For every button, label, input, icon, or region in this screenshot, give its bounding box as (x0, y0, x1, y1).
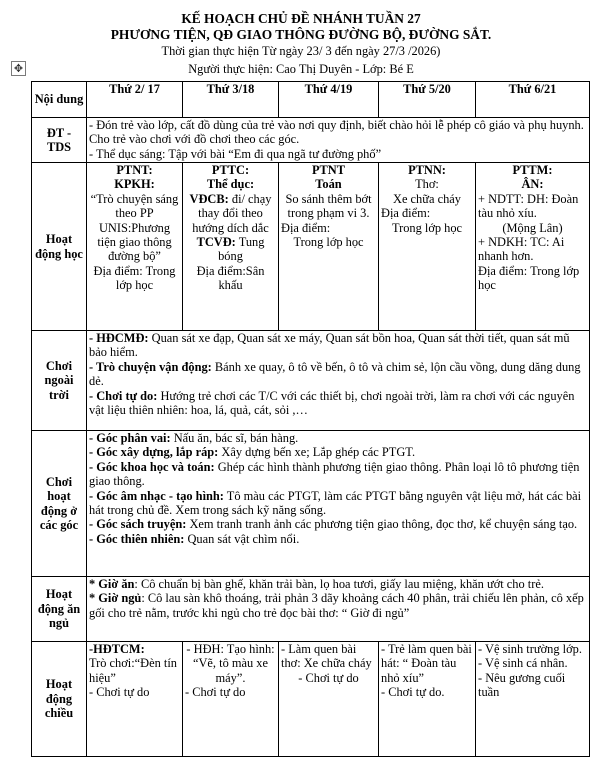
day-header: Thứ 2/ 17 (87, 82, 183, 118)
day-header: Thứ 3/18 (183, 82, 279, 118)
move-icon[interactable]: ✥ (11, 61, 26, 76)
row-dt (32, 118, 590, 163)
hoc-wed (279, 163, 379, 331)
chieu-line: - Chơi tự do. (381, 685, 445, 700)
hoc-place: Địa điểm:Sân khấu (196, 263, 265, 293)
row-anngu (32, 577, 590, 642)
hoc-body: So sánh thêm bớt trong phạm vi 3. (285, 191, 372, 221)
table-header-row (32, 82, 590, 118)
chieu-line: - HĐH: Tạo hình: (186, 642, 275, 656)
plan-title: KẾ HOẠCH CHỦ ĐỀ NHÁNH TUẦN 27 (181, 11, 421, 26)
row-label-hoc: Hoạt động học (32, 163, 87, 331)
hoc-fri (476, 163, 590, 331)
hoc-title: PTTM: (512, 163, 553, 177)
list-item: - Góc thiên nhiên: Quan sát vật chìm nổi. (89, 531, 300, 546)
chieu-line: - Làm quen bài thơ: Xe chữa cháy (281, 642, 372, 671)
list-item: * Giờ ăn: Cô chuẩn bị bàn ghế, khăn trải bàn, lọ hoa tươi, giấy lau miệng, khăn ướt cho trẻ. (89, 577, 544, 591)
vdcb-label: VĐCB: (189, 191, 229, 206)
chieu-line: “Vẽ, tô màu xe máy”. (192, 656, 268, 685)
hoc-place: Địa điểm: Trong lớp học (478, 263, 580, 293)
dt-line: - Thể dục sáng: Tập với bài “Em đi qua ngã tư đường phố” (89, 146, 382, 161)
anngu-content (87, 577, 590, 642)
row-goc (32, 431, 590, 577)
hoc-title: PTNT: (116, 163, 153, 177)
dt-line: - Đón trẻ vào lớp, cất đồ dùng của trẻ vào nơi quy định, biết chào hỏi lễ phép cô giáo và phụ huynh. Cho trẻ vào chơi với đồ chơi theo các góc. (89, 118, 584, 147)
hoc-title: PTNN: (408, 163, 446, 177)
hoc-line: Thơ: (415, 177, 439, 192)
hoc-line: + NDKH: TC: Ai nhanh hơn. (478, 235, 565, 264)
vdcb-text: đi/ chạy thay đổi theo hướng dích dắc (192, 191, 272, 235)
list-item: - Trò chuyện vận động: Bánh xe quay, ô tô về bến, ô tô và chim sẻ, lộn cầu vồng, dung dăng dung dẻ. (89, 359, 581, 389)
chieu-fri (476, 642, 590, 757)
row-label-dt: ĐT - TDS (32, 118, 87, 163)
hoc-thu (379, 163, 476, 331)
goc-content (87, 431, 590, 577)
row-chieu (32, 642, 590, 757)
hoc-sub: Toán (315, 177, 342, 192)
list-item: * Giờ ngủ: Cô lau sàn khô thoáng, trải phản 3 dãy khoảng cách 40 phân, trải chiếu lên phản, cô xếp gối cho trẻ nằm, trước khi ngủ cho trẻ đọc bài thơ: “ Giờ đi ngủ” (89, 591, 584, 620)
row-label-chieu: Hoạt động chiều (32, 642, 87, 757)
list-item: - Góc phân vai: Nấu ăn, bác sĩ, bán hàng. (89, 431, 299, 445)
row-ngoai (32, 331, 590, 431)
hoc-line: (Mộng Lân) (502, 220, 563, 235)
chieu-tue (183, 642, 279, 757)
day-header: Thứ 4/19 (279, 82, 379, 118)
list-item: - Góc xây dựng, lắp ráp: Xây dựng bến xe; Lắp ghép các PTGT. (89, 445, 416, 460)
day-header: Thứ 6/21 (476, 82, 590, 118)
tcvd-text: Tung bóng (218, 235, 265, 264)
hoc-line: Xe chữa cháy (393, 191, 461, 206)
col-header: Nội dung (32, 82, 87, 118)
hoc-sub: ÂN: (521, 177, 544, 192)
list-item: - Chơi tự do: Hướng trẻ chơi các T/C với các thiết bị, chơi ngoài trời, làm ra chơi với các nguyên vật liệu thiên nhiên: hoa, lá, quả, cát, sỏi ,… (89, 388, 575, 418)
chieu-mon (87, 642, 183, 757)
plan-table (31, 81, 590, 757)
chieu-thu (379, 642, 476, 757)
plan-subtitle: PHƯƠNG TIỆN, QĐ GIAO THÔNG ĐƯỜNG BỘ, ĐƯỜNG SẮT. (110, 27, 492, 42)
row-label-ngoai: Chơi ngoài trời (32, 331, 87, 431)
hoc-sub: Thể dục: (206, 177, 255, 192)
row-hoc (32, 163, 590, 331)
plan-time: Thời gian thực hiện Từ ngày 23/ 3 đến ngày 27/3 /2026) (161, 44, 441, 58)
hoc-tue (183, 163, 279, 331)
hoc-mon (87, 163, 183, 331)
row-label-anngu: Hoạt động ăn ngủ (32, 577, 87, 642)
hoc-place-label: Địa điểm: (381, 206, 431, 221)
tcvd-label: TCVĐ: (196, 235, 236, 250)
list-item: - HĐCMĐ: Quan sát xe đạp, Quan sát xe máy, Quan sát bồn hoa, Quan sát thời tiết, quan sát mũ bảo hiểm. (89, 331, 570, 360)
chieu-line: Trò chơi:“Đèn tín hiệu” (89, 656, 178, 685)
chieu-line: - Nêu gương cuối tuần (478, 670, 566, 700)
plan-person: Người thực hiện: Cao Thị Duyên - Lớp: Bé E (188, 62, 414, 76)
hoc-place: Trong lớp học (391, 220, 463, 235)
row-label-goc: Chơi hoạt động ở các góc (32, 431, 87, 577)
list-item: - Góc sách truyện: Xem tranh tranh ảnh các phương tiện giao thông, đọc thơ, kể chuyện sáng tạo. (89, 517, 578, 532)
hoc-body: “Trò chuyện sáng theo PP UNIS:Phương tiện giao thông đường bộ” (90, 191, 179, 264)
chieu-line: - Vệ sinh cá nhân. (478, 656, 568, 671)
hoc-line: + NDTT: DH: Đoàn tàu nhỏ xíu. (478, 191, 579, 221)
list-item: - Góc âm nhạc - tạo hình: Tô màu các PTGT, làm các PTGT bằng nguyên vật liệu mở, hát các bài hát trong chủ đề. Xem trong sách kỹ năng sống. (89, 488, 582, 518)
chieu-line: - Chơi tự do (89, 685, 150, 700)
hoc-place: Địa điểm: Trong lớp học (93, 263, 176, 293)
day-header: Thứ 5/20 (379, 82, 476, 118)
chieu-line: - Chơi tự do (185, 685, 246, 700)
hoc-title: PTTC: (211, 163, 250, 177)
hoc-title: PTNT (311, 163, 346, 177)
list-item: - Góc khoa học và toán: Ghép các hình thành phương tiện giao thông. Phân loại lô tô phương tiện giao thông. (89, 459, 580, 489)
ngoai-content (87, 331, 590, 431)
chieu-line: - Vệ sinh trường lớp. (478, 642, 582, 656)
hoc-place-label: Địa điểm: (281, 220, 331, 235)
hoc-sub: KPKH: (114, 177, 155, 192)
hoc-place: Trong lớp học (293, 235, 364, 250)
chieu-line: - Chơi tự do (298, 670, 359, 685)
dt-content (87, 118, 590, 163)
chieu-line: -HĐTCM: (89, 642, 145, 656)
chieu-line: - Trẻ làm quen bài hát: “ Đoàn tàu nhỏ xíu” (381, 642, 472, 685)
chieu-wed (279, 642, 379, 757)
